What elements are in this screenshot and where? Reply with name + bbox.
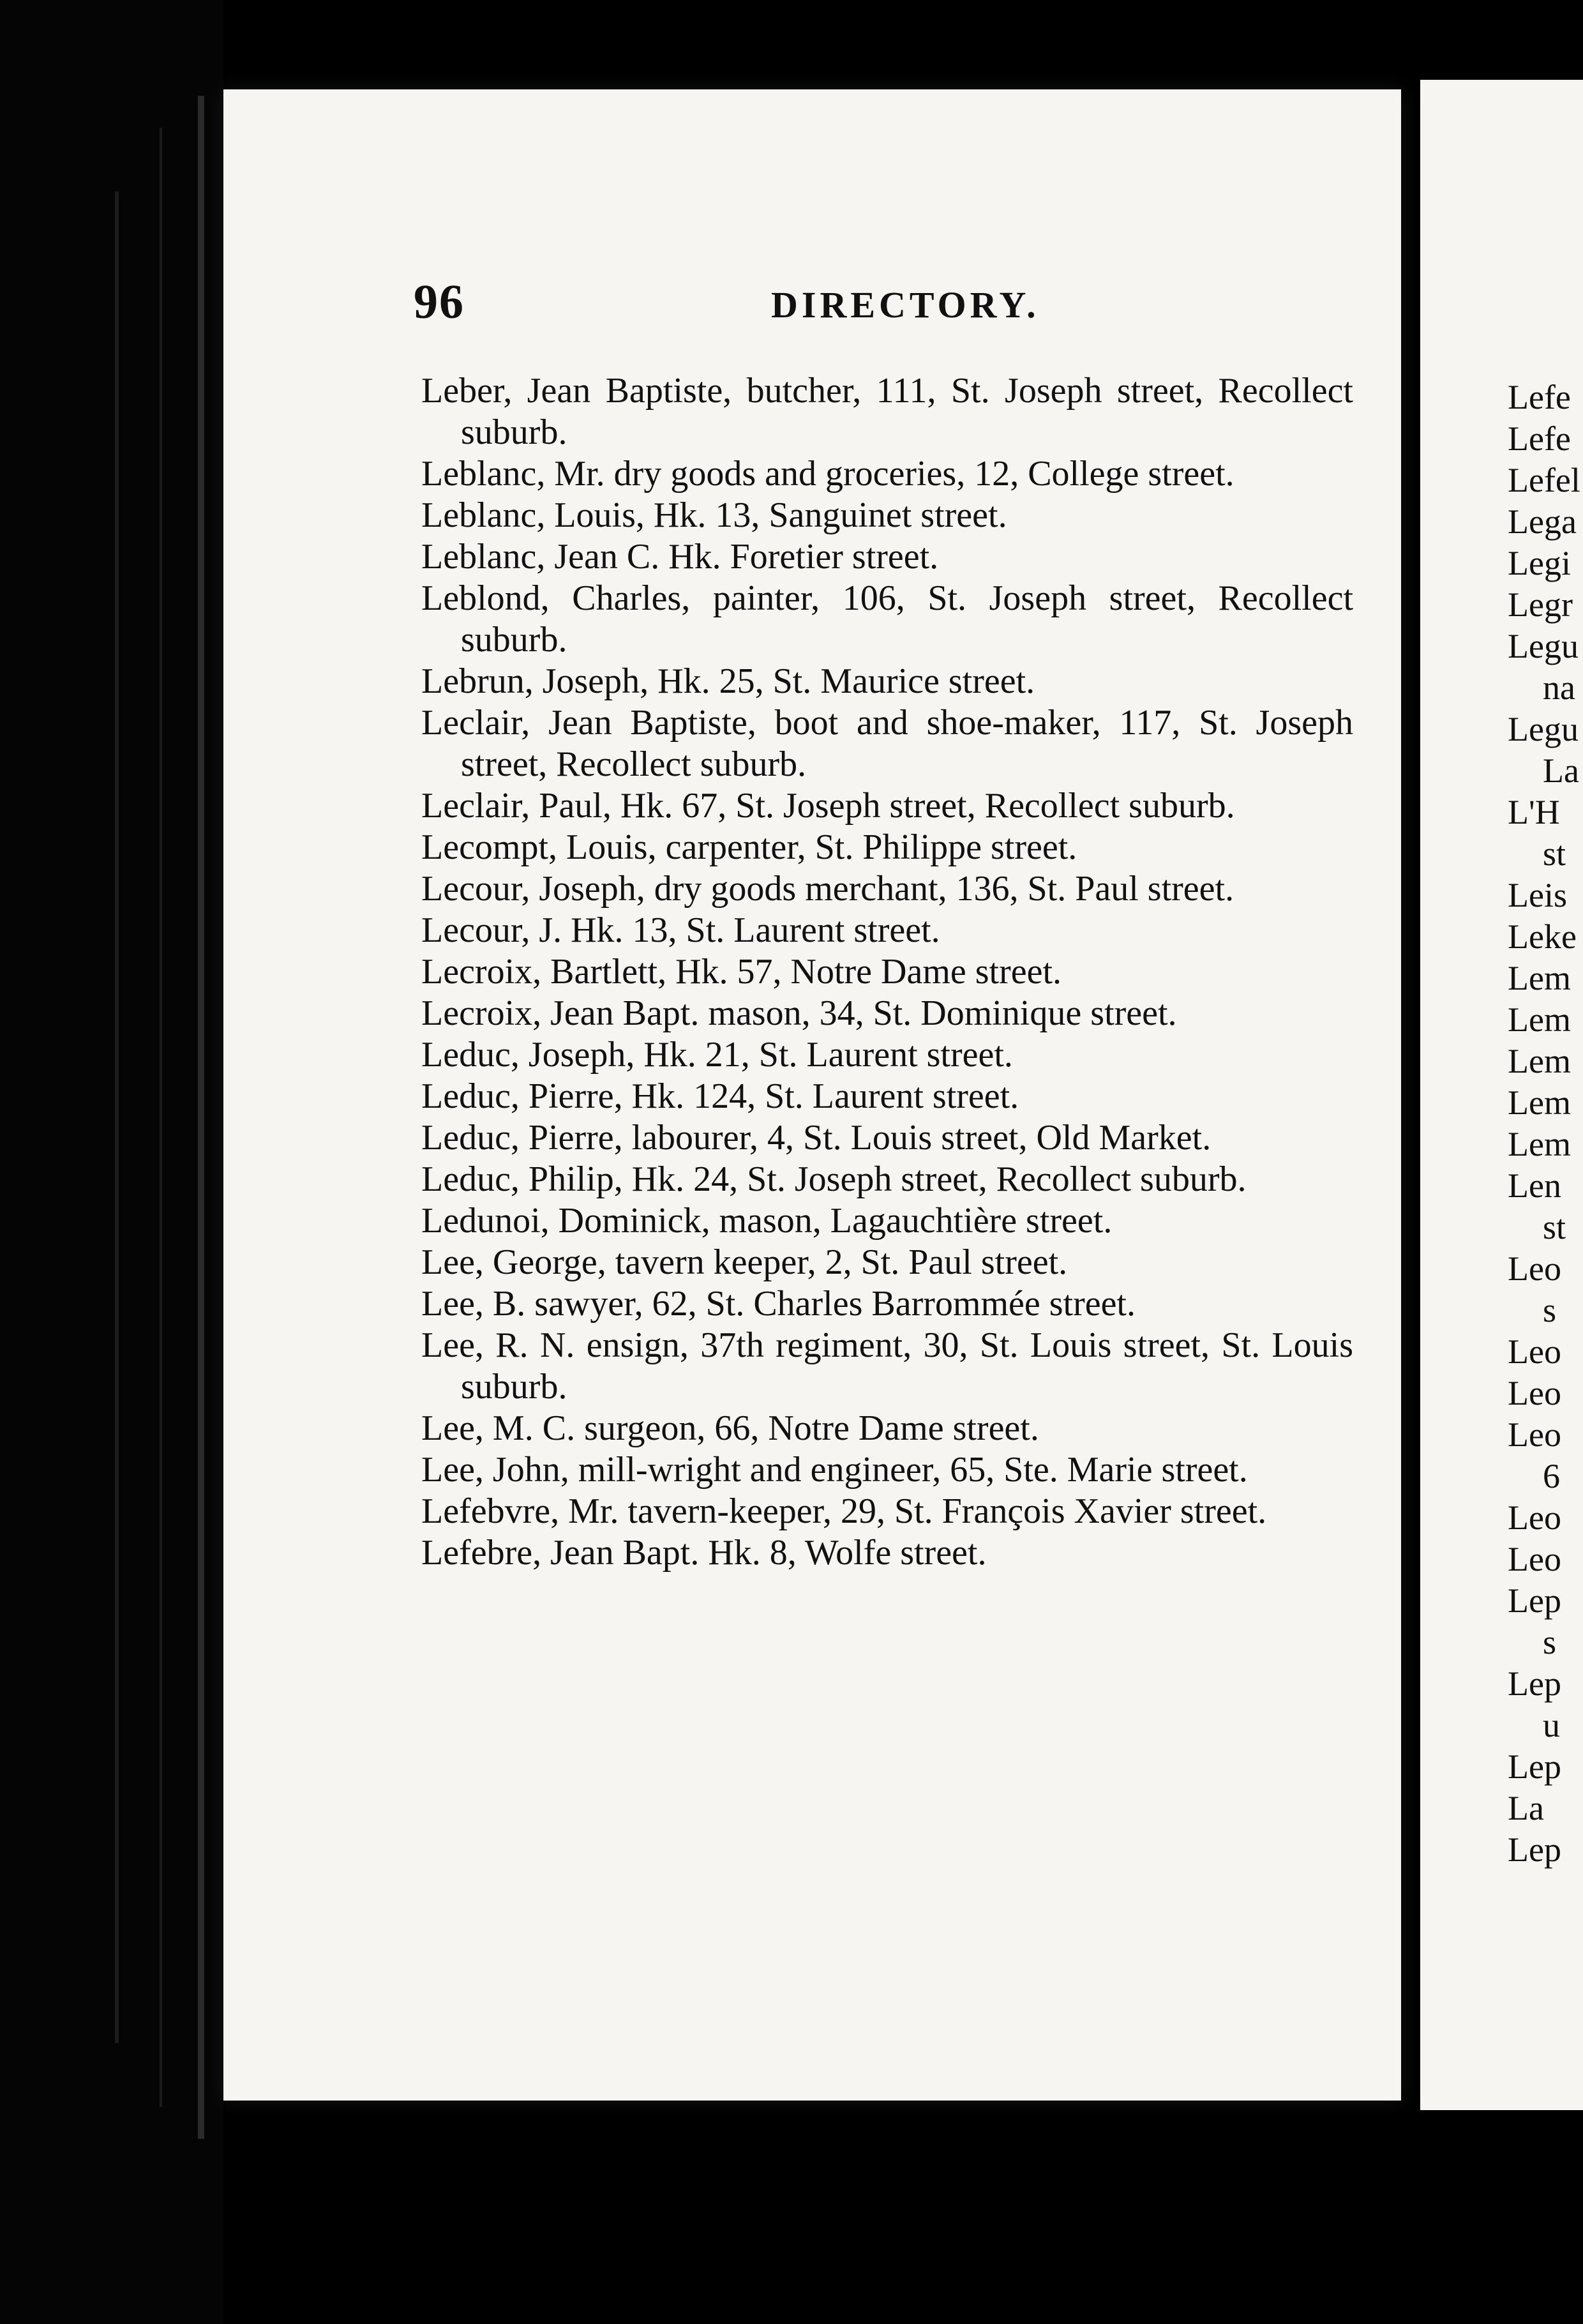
directory-entry: Leclair, Paul, Hk. 67, St. Joseph street, Recollect suburb. <box>421 786 1235 826</box>
running-head <box>414 275 1346 332</box>
facing-page-fragment: Leo <box>1508 1249 1561 1288</box>
facing-page-fragment: st <box>1543 1208 1566 1246</box>
facing-page-fragment: Lem <box>1508 1125 1571 1163</box>
facing-page-fragment: Lep <box>1508 1830 1561 1869</box>
directory-entry: Lecroix, Jean Bapt. mason, 34, St. Dominique street. <box>421 993 1177 1033</box>
directory-entry: Leduc, Pierre, Hk. 124, St. Laurent street. <box>421 1076 1019 1116</box>
directory-entry: Leblanc, Mr. dry goods and groceries, 12, College street. <box>421 454 1234 494</box>
directory-entry: Lee, R. N. ensign, 37th regiment, 30, St. Louis street, St. Louis suburb. <box>421 1325 1353 1407</box>
facing-page-fragment: La <box>1508 1789 1544 1827</box>
facing-page-fragment: Leo <box>1508 1540 1561 1578</box>
facing-page-fragment: Legu <box>1508 627 1579 665</box>
facing-page-fragment: Leo <box>1508 1374 1561 1412</box>
facing-page-fragment: Legr <box>1508 585 1573 624</box>
facing-page-fragment: Lefe <box>1508 419 1571 458</box>
facing-page-fragment: Legi <box>1508 544 1571 582</box>
directory-entry: Lee, John, mill-wright and engineer, 65, Ste. Marie street. <box>421 1450 1248 1490</box>
directory-entry: Lecompt, Louis, carpenter, St. Philippe street. <box>421 827 1077 867</box>
facing-page-fragment: La <box>1543 751 1579 790</box>
facing-page-fragment: Legu <box>1508 710 1579 748</box>
directory-entry: Lecour, J. Hk. 13, St. Laurent street. <box>421 910 940 950</box>
facing-page-fragment: Lep <box>1508 1581 1561 1620</box>
directory-entry: Ledunoi, Dominick, mason, Lagauchtière street. <box>421 1201 1113 1241</box>
directory-entry: Leber, Jean Baptiste, butcher, 111, St. Joseph street, Recollect suburb. <box>421 371 1353 452</box>
facing-page-fragment: Leke <box>1508 917 1577 956</box>
facing-page-fragment: Leo <box>1508 1332 1561 1371</box>
directory-entry: Lee, B. sawyer, 62, St. Charles Barrommée street. <box>421 1284 1136 1324</box>
facing-page-fragment: Lefel <box>1508 461 1580 499</box>
facing-page-fragment: u <box>1543 1706 1560 1744</box>
scan-left-margin <box>0 0 223 2324</box>
facing-page-fragment: Lep <box>1508 1747 1561 1786</box>
binding-streak <box>198 96 204 2139</box>
directory-entry: Leblanc, Louis, Hk. 13, Sanguinet street. <box>421 495 1007 535</box>
facing-page-fragment: Lem <box>1508 959 1571 997</box>
facing-page-fragment: Lep <box>1508 1664 1561 1703</box>
binding-streak <box>115 192 119 2043</box>
directory-entry: Lecroix, Bartlett, Hk. 57, Notre Dame street. <box>421 952 1062 992</box>
facing-page-fragment: s <box>1543 1291 1557 1329</box>
facing-page-fragment: 6 <box>1543 1457 1560 1495</box>
facing-page-fragment: Lem <box>1508 1000 1571 1039</box>
running-title: DIRECTORY. <box>771 284 1040 326</box>
directory-entry: Leduc, Joseph, Hk. 21, St. Laurent street. <box>421 1035 1013 1075</box>
facing-page-fragment: Leo <box>1508 1498 1561 1537</box>
facing-page-fragment: Lem <box>1508 1042 1571 1080</box>
directory-entry: Lefebvre, Mr. tavern-keeper, 29, St. François Xavier street. <box>421 1491 1267 1531</box>
facing-page-fragment: Lem <box>1508 1083 1571 1122</box>
facing-page-fragment: Leo <box>1508 1415 1561 1454</box>
facing-page-fragment: Len <box>1508 1166 1561 1205</box>
directory-entry: Leclair, Jean Baptiste, boot and shoe-maker, 117, St. Joseph street, Recollect suburb. <box>421 703 1353 784</box>
directory-entry: Leduc, Philip, Hk. 24, St. Joseph street, Recollect suburb. <box>421 1159 1247 1199</box>
directory-entry: Leblond, Charles, painter, 106, St. Joseph street, Recollect suburb. <box>421 578 1353 660</box>
facing-page-fragment: L'H <box>1508 793 1560 831</box>
facing-page-fragment: st <box>1543 834 1566 873</box>
directory-entry: Lee, M. C. surgeon, 66, Notre Dame street. <box>421 1408 1039 1448</box>
facing-page-fragment: Lefe <box>1508 378 1571 416</box>
binding-streak <box>160 128 162 2107</box>
facing-page-entries <box>1508 377 1583 1871</box>
directory-entry: Leblanc, Jean C. Hk. Foretier street. <box>421 537 939 577</box>
facing-page-fragment: s <box>1543 1623 1557 1661</box>
directory-entry: Lecour, Joseph, dry goods merchant, 136, St. Paul street. <box>421 869 1234 909</box>
page-number: 96 <box>414 275 465 329</box>
directory-entry: Lefebre, Jean Bapt. Hk. 8, Wolfe street. <box>421 1533 987 1573</box>
facing-page-fragment: na <box>1543 668 1575 707</box>
directory-entry: Leduc, Pierre, labourer, 4, St. Louis street, Old Market. <box>421 1118 1212 1158</box>
facing-page-fragment: Leis <box>1508 876 1567 914</box>
facing-page-fragment: Lega <box>1508 502 1577 541</box>
directory-entry: Lebrun, Joseph, Hk. 25, St. Maurice street. <box>421 661 1035 701</box>
directory-entries <box>421 370 1353 1574</box>
directory-entry: Lee, George, tavern keeper, 2, St. Paul street. <box>421 1242 1068 1282</box>
